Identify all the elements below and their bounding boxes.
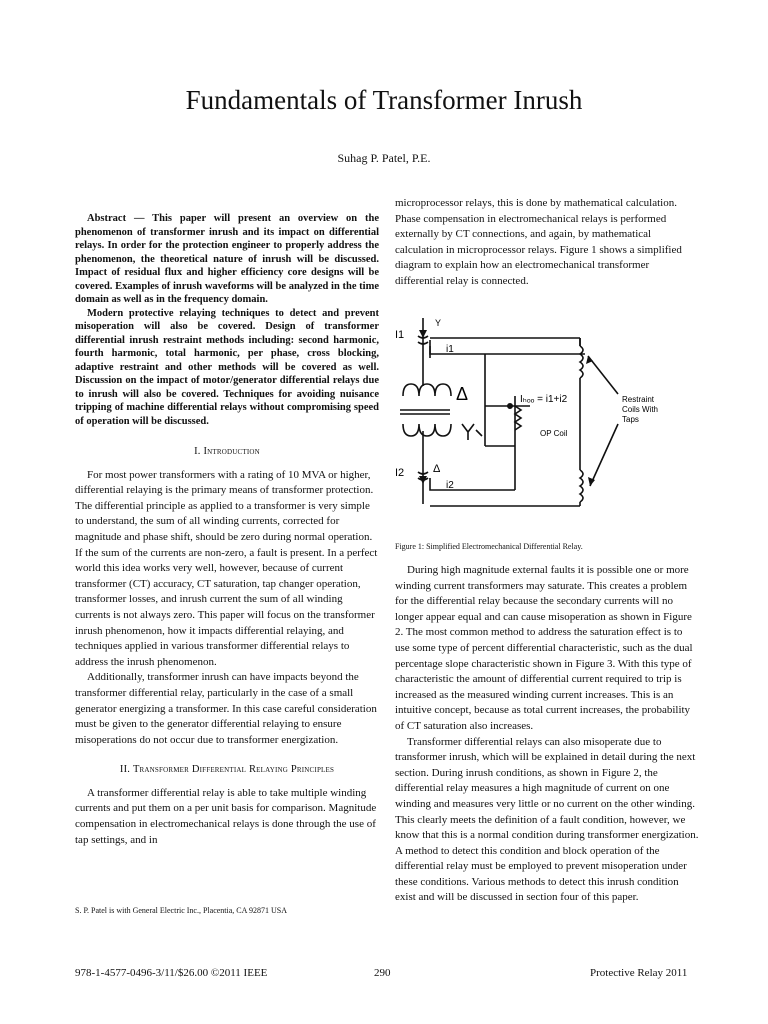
section-1-title: Introduction xyxy=(203,446,260,457)
paper-title: Fundamentals of Transformer Inrush xyxy=(185,85,583,115)
label-restraint-2: Coils With xyxy=(622,405,659,414)
section-1-number: I. xyxy=(194,446,201,457)
section-1-body xyxy=(75,468,379,749)
label-restraint-3: Taps xyxy=(622,415,639,424)
right-paragraph-2: Transformer differential relays can also misoperate due to transformer inrush, which will be explained in detail during the next section. During inrush conditions, as shown in Figure 2, the differential relay measures a high magnitude of current on one winding and measures very little or no current on the other winding. This clearly meets the definition of a fault condition, however, we know that this is a normal condition during transformer energization. A method to detect this condition and block operation of the differential relay must be employed to prevent misoperation under these conditions. Various methods to detect this inrush condition exist and will be discussed in section four of this paper. xyxy=(395,735,699,904)
figure-1-caption: Figure 1: Simplified Electromechanical Differential Relay. xyxy=(395,542,583,551)
section-2-title: Transformer Differential Relaying Principles xyxy=(132,764,335,776)
section-2-paragraph-1: A transformer differential relay is able to take multiple winding currents and put them on a per unit basis for comparison. Magnitude compensation in electromechanical relays is done through the use of tap settings, and in xyxy=(75,786,377,846)
label-delta-primary: Δ xyxy=(456,384,469,404)
left-column xyxy=(75,212,379,848)
footer-isbn: 978-1-4577-0496-3/11/$26.00 ©2011 IEEE xyxy=(75,967,268,979)
label-i2-secondary: i2 xyxy=(446,480,454,491)
label-idiff: Iₕₒₒ = i1+i2 xyxy=(520,394,568,405)
label-wye: Y xyxy=(435,318,442,328)
right-column-bottom xyxy=(395,563,699,906)
label-i1-primary: I1 xyxy=(395,329,405,341)
label-restraint-1: Restraint xyxy=(622,395,655,404)
continuation-paragraph: microprocessor relays, this is done by mathematical calculation. Phase compensation in electromechanical relays is performed externally by CT connections, and again, by mathematical calculation in microprocessor relays. Figure 1 shows a simplified diagram to explain how an electromechanical transformer differential relay is connected. xyxy=(395,197,682,287)
section-2-heading xyxy=(75,762,379,778)
abstract-paragraph-1: Abstract — This paper will present an overview on the phenomenon of transformer inrush and its impact on differential relays. In order for the protection engineer to properly address the phenomenon, the theoretical nature of inrush will be discussed. Impact of residual flux and higher efficiency core designs will be covered. Examples of inrush waveforms will be analyzed in the time domain as well as in the frequency domain. xyxy=(75,213,379,305)
section-2-number: II. xyxy=(119,764,131,776)
label-i1-secondary: i1 xyxy=(446,344,454,355)
footer-page-number: 290 xyxy=(374,967,391,979)
section-1-heading xyxy=(75,444,379,460)
abstract-paragraph-2: Modern protective relaying techniques to detect and prevent misoperation will also be covered. Design of transformer differential inrush restraint methods including: second harmonic, fourth harmonic, total harmonic, per phase, cross blocking, adaptive restraint and other methods will be covered as well. Discussion on the impact of motor/generator differential relays due to inrush will also be covered. Techniques for avoiding nuisance tripping of machine differential relays without compromising speed of operation will be discussed. xyxy=(75,307,379,427)
section-1-paragraph-1: For most power transformers with a rating of 10 MVA or higher, differential relaying is the primary means of transformer protection. The differential principle as applied to a transformer is very simple to understand, the sum of all winding currents, corrected for magnitude and phase shift, should be zero during normal operation. If the sum of the currents are non-zero, a fault is present. In a perfect world this idea works very well, however, because of current transformer (CT) accuracy, CT saturation, tap changer operation, transformer losses, and inrush current the sum of all winding currents is not always zero. This paper will focus on the transformer inrush phenomenon, how it impacts differential relaying, and techniques applied in various transformer differential relays to address the inrush phenomenon. xyxy=(75,468,378,668)
label-op-coil: OP Coil xyxy=(540,429,568,438)
section-2-body xyxy=(75,786,379,848)
label-i2-primary: I2 xyxy=(395,467,405,479)
figure-1-diagram xyxy=(390,306,700,516)
section-1-paragraph-2: Additionally, transformer inrush can have impacts beyond the transformer differential relay, particularly in the case of a small generator energizing a transformer. In this case careful consideration must be given to the generator differential relaying to ensure misoperations do not occur due to transformer energization. xyxy=(75,671,377,746)
label-delta-secondary: Δ xyxy=(433,463,441,475)
author-line: Suhag P. Patel, P.E. xyxy=(337,151,431,165)
right-paragraph-1: During high magnitude external faults it is possible one or more winding current transformers may saturate. This creates a problem for the differential relay because the secondary currents will no longer appear equal and can cause misoperation as shown in Figure 2. The most common method to address the saturation effect is to use some type of percent differential characteristic, such as the dual percentage slope characteristic shown in Figure 3. With this type of characteristic the amount of differential current required to trip is increased as the measured winding current increases. This is an intuitive concept, because as total current increases, the probability of CT saturation also increases. xyxy=(395,564,693,732)
abstract xyxy=(75,212,379,428)
footer-conference: Protective Relay 2011 xyxy=(590,967,688,979)
right-column-top xyxy=(395,196,699,290)
author-footnote: S. P. Patel is with General Electric Inc., Placentia, CA 92871 USA xyxy=(75,906,287,915)
